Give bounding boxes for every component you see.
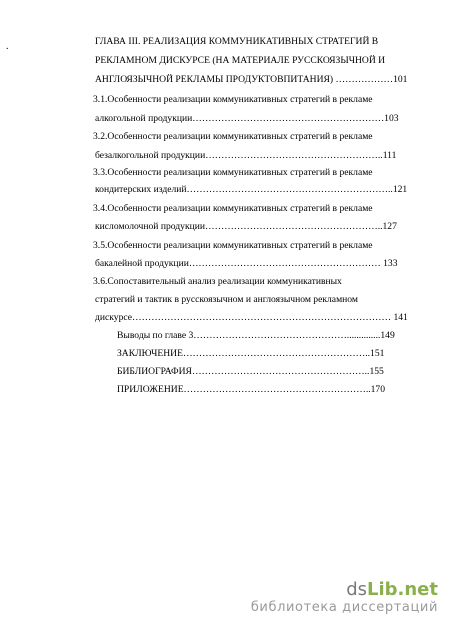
section-3-2-line-2: безалкогольной продукции………………………………………………..111	[95, 150, 397, 161]
section-3-6-line-3: дискурсе……………………………………………………………………… 141	[95, 312, 408, 323]
section-3-6-line-2: стратегий и тактик в русскоязычном и англоязычном рекламном	[95, 294, 358, 305]
chapter-title-line-1: ГЛАВА III. РЕАЛИЗАЦИЯ КОММУНИКАТИВНЫХ СТРАТЕГИЙ В	[95, 36, 379, 47]
bibliography-entry: БИБЛИОГРАФИЯ………………………………………………..155	[117, 366, 384, 377]
conclusion-entry: ЗАКЛЮЧЕНИЕ…………………………………………………..151	[117, 348, 385, 359]
watermark-brand-suffix: Lib.net	[367, 579, 438, 600]
section-3-6-line-1: 3.6.Сопоставительный анализ реализации коммуникативных	[93, 276, 342, 287]
page-dot-mark: .	[6, 41, 9, 52]
watermark	[251, 580, 438, 616]
chapter-title-line-2: РЕКЛАМНОМ ДИСКУРСЕ (НА МАТЕРИАЛЕ РУССКОЯЗЫЧНОЙ И	[95, 55, 386, 66]
watermark-brand-prefix: ds	[346, 579, 367, 600]
section-3-4-line-1: 3.4.Особенности реализации коммуникативных стратегий в рекламе	[93, 203, 373, 214]
section-3-1-line-2: алкогольной продукции……………………………………………………103	[95, 113, 399, 124]
section-3-1-line-1: 3.1.Особенности реализации коммуникативных стратегий в рекламе	[93, 94, 373, 105]
section-3-5-line-1: 3.5.Особенности реализации коммуникативных стратегий в рекламе	[93, 240, 373, 251]
appendix-entry: ПРИЛОЖЕНИЕ…………………………………………………..170	[117, 384, 386, 395]
section-3-3-line-2: кондитерских изделий………………………………………………………..121	[95, 184, 408, 195]
section-3-3-line-1: 3.3.Особенности реализации коммуникативных стратегий в рекламе	[93, 167, 373, 178]
section-3-5-line-2: бакалейной продукции…………………………………………………… 133	[95, 258, 398, 269]
watermark-logo	[251, 580, 438, 600]
chapter-title-line-3: АНГЛОЯЗЫЧНОЙ РЕКЛАМЫ ПРОДУКТОВПИТАНИЯ) ………………101	[95, 74, 408, 85]
chapter-conclusions-entry: Выводы по главе 3…………………………………………..............149	[117, 330, 395, 341]
section-3-2-line-1: 3.2.Особенности реализации коммуникативных стратегий в рекламе	[93, 131, 373, 142]
watermark-subtitle: библиотека диссертаций	[250, 600, 438, 615]
section-3-4-line-2: кисломолочной продукции………………………………………………..127	[95, 221, 397, 232]
